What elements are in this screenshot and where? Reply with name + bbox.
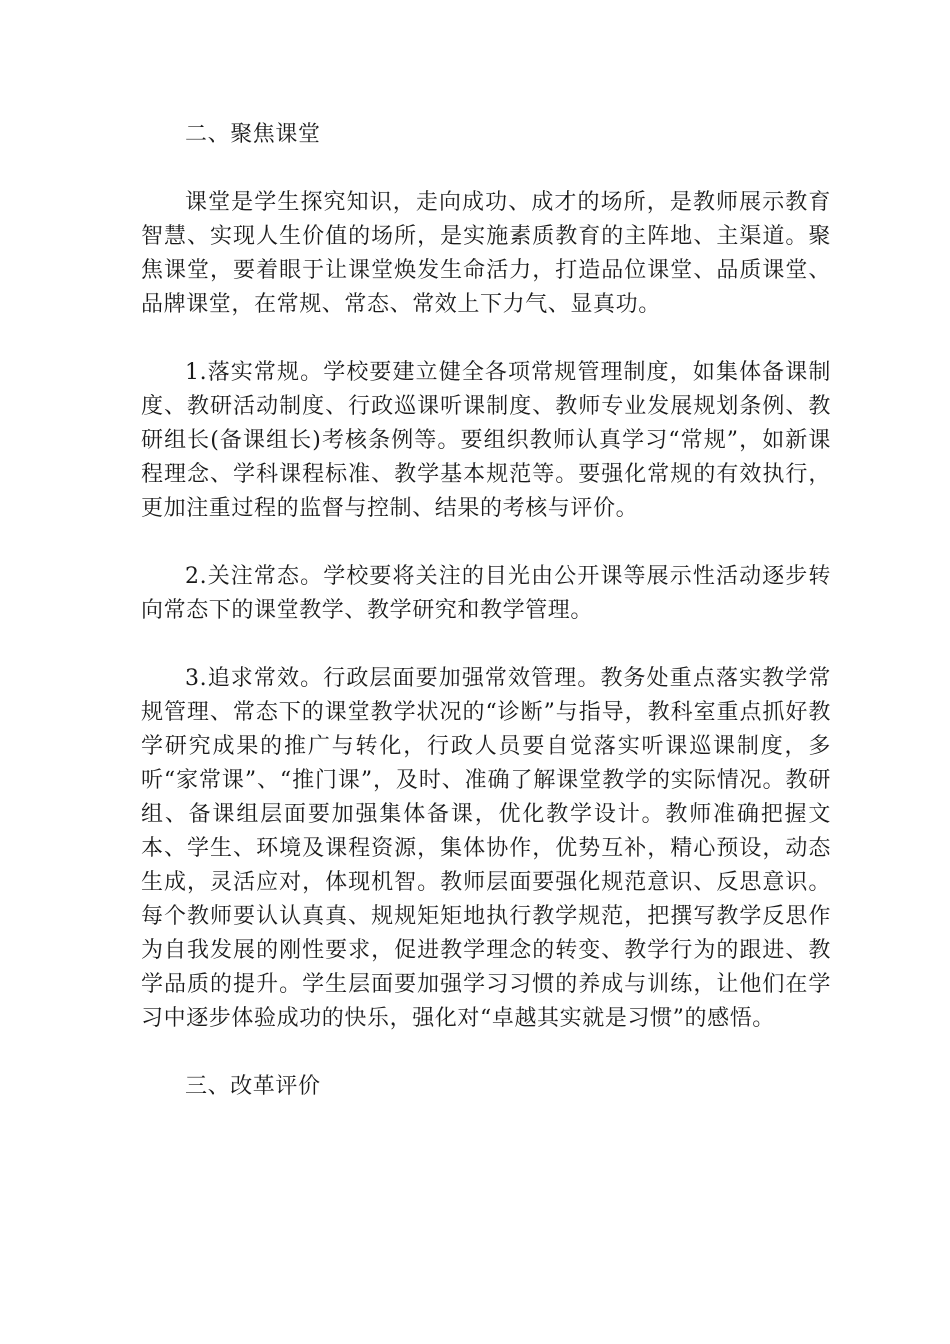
point-2-paragraph: 2.关注常态。学校要将关注的目光由公开课等展示性活动逐步转向常态下的课堂教学、教学研究和教学管理。: [141, 564, 831, 623]
point-3-paragraph: 3.追求常效。行政层面要加强常效管理。教务处重点落实教学常规管理、常态下的课堂教学状况的“诊断”与指导，教科室重点抓好教学研究成果的推广与转化，行政人员要自觉落实听课巡课制度，多听“家常课”、“推门课”，及时、准确了解课堂教学的实际情况。教研组、备课组层面要加强集体备课，优化教学设计。教师准确把握文本、学生、环境及课程资源，集体协作，优势互补，精心预设，动态生成，灵活应对，体现机智。教师层面要强化规范意识、反思意识。每个教师要认认真真、规规矩矩地执行教学规范，把撰写教学反思作为自我发展的刚性要求，促进教学理念的转变、教学行为的跟进、教学品质的提升。学生层面要加强学习习惯的养成与训练，让他们在学习中逐步体验成功的快乐，强化对“卓越其实就是习惯”的感悟。: [141, 666, 831, 1031]
intro-paragraph: 课堂是学生探究知识，走向成功、成才的场所，是教师展示教育智慧、实现人生价值的场所，是实施素质教育的主阵地、主渠道。聚焦课堂，要着眼于让课堂焕发生命活力，打造品位课堂、品质课堂、品牌课堂，在常规、常态、常效上下力气、显真功。: [141, 190, 831, 317]
point-1-paragraph: 1.落实常规。学校要建立健全各项常规管理制度，如集体备课制度、教研活动制度、行政巡课听课制度、教师专业发展规划条例、教研组长(备课组长)考核条例等。要组织教师认真学习“常规”，如新课程理念、学科课程标准、教学基本规范等。要强化常规的有效执行，更加注重过程的监督与控制、结果的考核与评价。: [141, 360, 831, 521]
section-heading-reform-evaluation: 三、改革评价: [185, 1074, 321, 1099]
document-page: [141, 118, 831, 1138]
section-heading-focus-classroom: 二、聚焦课堂: [185, 122, 321, 147]
